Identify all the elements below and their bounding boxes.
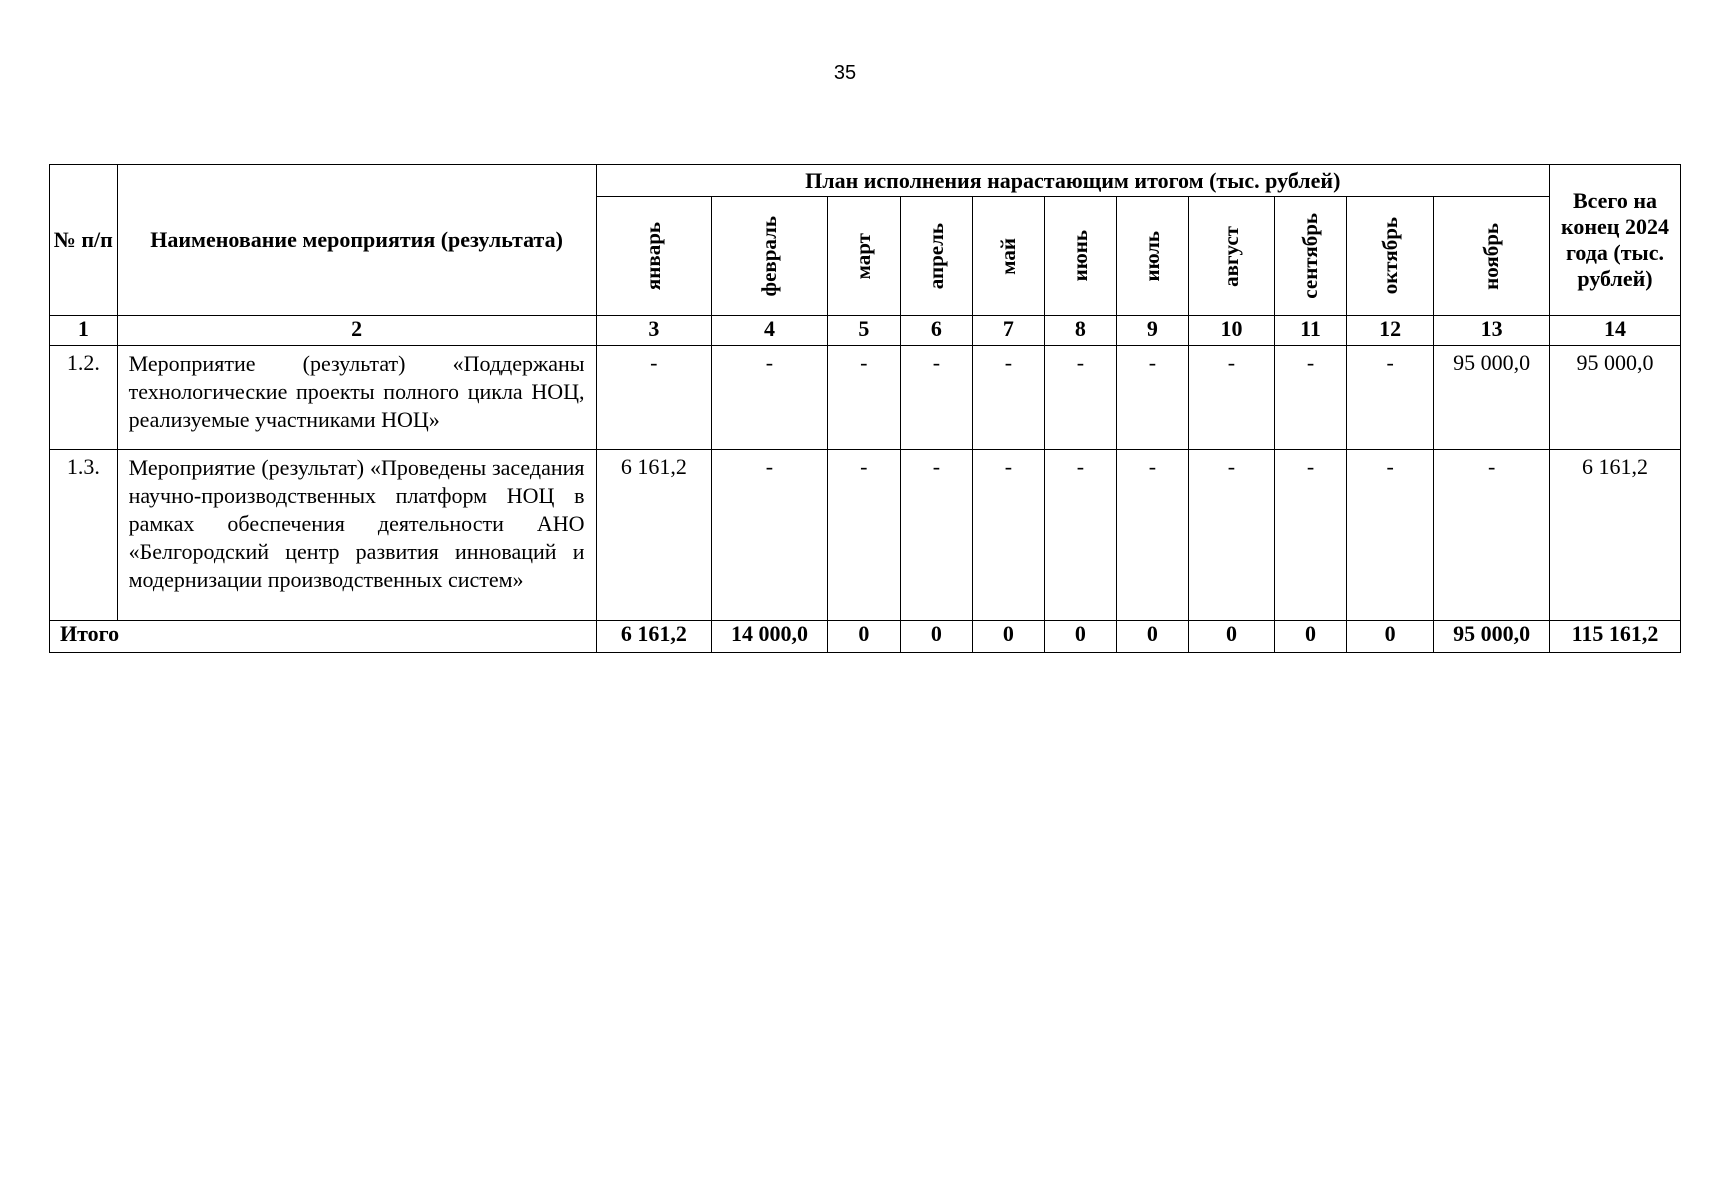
column-number: 12 [1347,316,1434,346]
total-row [50,621,1681,653]
column-number: 3 [596,316,712,346]
month-value: - [1275,346,1347,450]
header-month-label: февраль [756,215,781,297]
month-value: - [1116,346,1188,450]
month-value: - [1275,450,1347,621]
month-value: - [596,346,712,450]
header-month-label: апрель [923,222,948,290]
month-value: - [1188,450,1274,621]
row-total: 6 161,2 [1549,450,1680,621]
month-value: - [827,346,900,450]
header-month-label: октябрь [1377,217,1402,295]
month-value: - [900,450,972,621]
header-month-cell [1116,197,1188,316]
header-month-label: ноябрь [1479,222,1504,290]
column-number: 6 [900,316,972,346]
month-value: - [712,450,828,621]
total-month-value: 0 [1116,621,1188,653]
table-row [50,346,1681,450]
month-value: - [1347,450,1434,621]
execution-plan-table [49,164,1681,653]
month-value: 95 000,0 [1434,346,1550,450]
table-row [50,450,1681,621]
grand-total: 115 161,2 [1549,621,1680,653]
total-month-value: 6 161,2 [596,621,712,653]
row-number: 1.2. [50,346,118,450]
month-value: - [712,346,828,450]
header-month-cell [1275,197,1347,316]
column-number: 11 [1275,316,1347,346]
column-number: 14 [1549,316,1680,346]
column-number: 5 [827,316,900,346]
total-month-value: 0 [1347,621,1434,653]
month-value: - [827,450,900,621]
header-activity-name: Наименование мероприятия (результата) [117,165,596,316]
header-month-cell [1434,197,1550,316]
column-number: 7 [972,316,1044,346]
row-total: 95 000,0 [1549,346,1680,450]
header-month-cell [1347,197,1434,316]
column-number: 10 [1188,316,1274,346]
month-value: - [1347,346,1434,450]
column-number: 4 [712,316,828,346]
total-month-value: 0 [1275,621,1347,653]
activity-name: Мероприятие (результат) «Поддержаны технологические проекты полного цикла НОЦ, реализуемые участниками НОЦ» [117,346,596,450]
month-value: - [1434,450,1550,621]
header-month-cell [596,197,712,316]
header-month-label: март [851,232,876,280]
total-month-value: 95 000,0 [1434,621,1550,653]
header-month-cell [900,197,972,316]
month-value: - [972,346,1044,450]
header-row-number: № п/п [50,165,118,316]
header-month-cell [1188,197,1274,316]
total-month-value: 0 [900,621,972,653]
header-month-label: июнь [1067,230,1092,282]
column-number: 8 [1044,316,1116,346]
total-month-value: 0 [972,621,1044,653]
activity-name: Мероприятие (результат) «Проведены заседания научно-производственных платформ НОЦ в рамках обеспечения деятельности АНО «Белгородский центр развития инноваций и модернизации производственных систем» [117,450,596,621]
month-value: - [1044,450,1116,621]
column-number: 1 [50,316,118,346]
month-value: - [1188,346,1274,450]
header-month-label: январь [641,221,666,291]
column-number: 2 [117,316,596,346]
header-month-cell [712,197,828,316]
header-month-label: июль [1139,230,1164,282]
total-month-value: 0 [1044,621,1116,653]
total-month-value: 0 [827,621,900,653]
total-month-value: 14 000,0 [712,621,828,653]
month-value: 6 161,2 [596,450,712,621]
column-number: 13 [1434,316,1550,346]
total-label: Итого [50,621,597,653]
column-numbers-row [50,316,1681,346]
header-month-cell [1044,197,1116,316]
month-value: - [1116,450,1188,621]
column-number: 9 [1116,316,1188,346]
month-value: - [900,346,972,450]
row-number: 1.3. [50,450,118,621]
header-plan-group: План исполнения нарастающим итогом (тыс. рублей) [596,165,1549,197]
month-value: - [1044,346,1116,450]
month-value: - [972,450,1044,621]
header-month-cell [827,197,900,316]
header-month-label: сентябрь [1298,213,1323,299]
header-month-label: май [995,237,1020,275]
header-month-label: август [1218,225,1243,287]
header-month-cell [972,197,1044,316]
page-number: 35 [833,62,857,84]
header-total-end-2024: Всего на конец 2024 года (тыс. рублей) [1549,165,1680,316]
total-month-value: 0 [1188,621,1274,653]
